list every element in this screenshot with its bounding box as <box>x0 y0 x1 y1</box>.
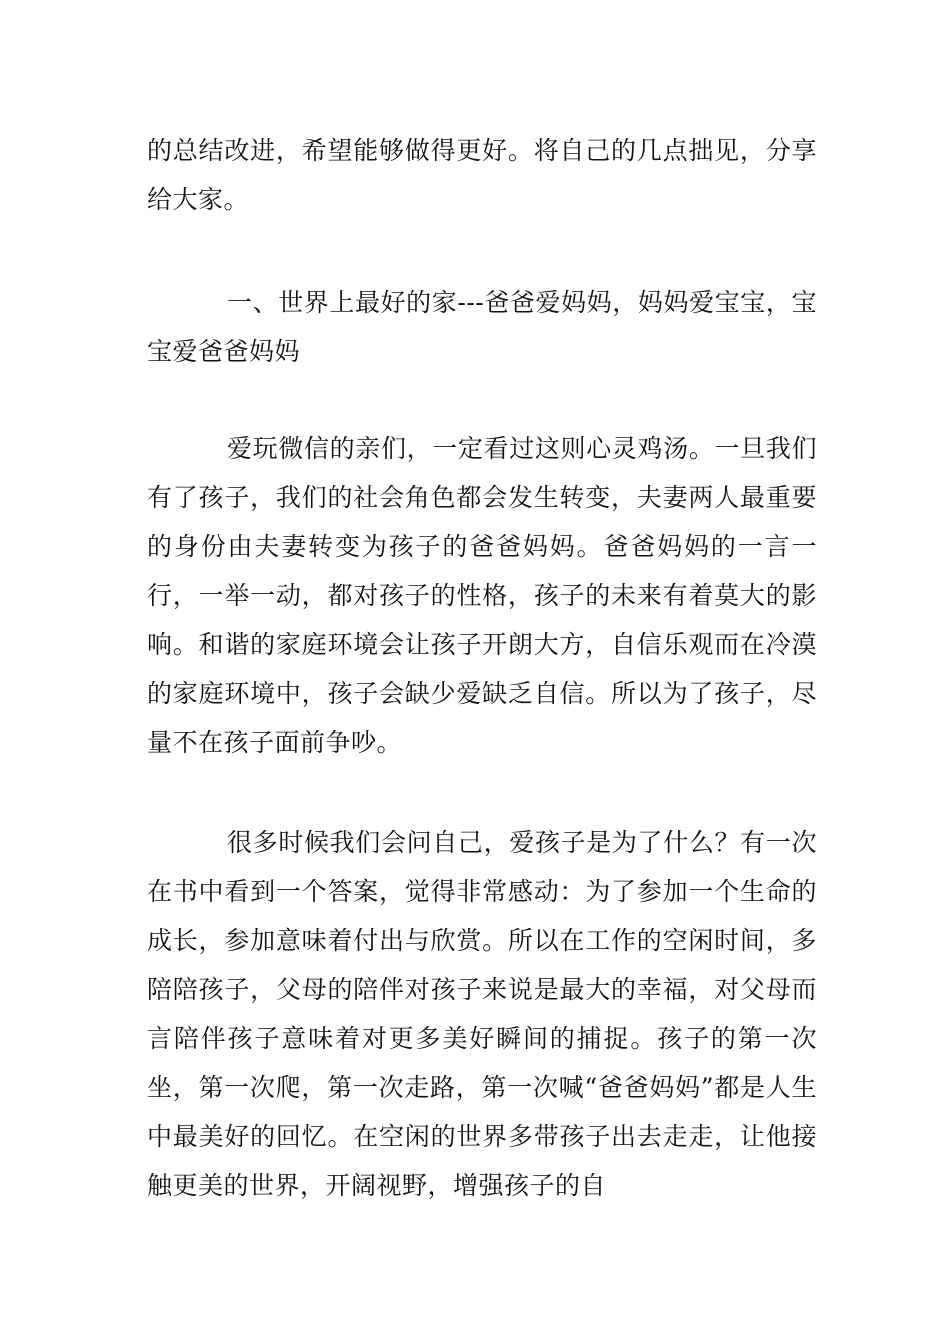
section-heading: 一、世界上最好的家---爸爸爱妈妈，妈妈爱宝宝，宝宝爱爸爸妈妈 <box>147 288 817 366</box>
paragraph-companionship: 很多时候我们会问自己，爱孩子是为了什么？有一次在书中看到一个答案，觉得非常感动：为了参加一个生命的成长，参加意味着付出与欣赏。所以在工作的空闲时间，多陪陪孩子，父母的陪伴对孩子来说是最大的幸福，对父母而言陪伴孩子意味着对更多美好瞬间的捕捉。孩子的第一次坐，第一次爬，第一次走路，第一次喊“爸爸妈妈”都是人生中最美好的回忆。在空闲的世界多带孩子出去走走，让他接触更美的世界，开阔视野，增强孩子的自 <box>147 828 817 1200</box>
paragraph-family-environment: 爱玩微信的亲们，一定看过这则心灵鸡汤。一旦我们有了孩子，我们的社会角色都会发生转变，夫妻两人最重要的身份由夫妻转变为孩子的爸爸妈妈。爸爸妈妈的一言一行，一举一动，都对孩子的性格，孩子的未来有着莫大的影响。和谐的家庭环境会让孩子开朗大方，自信乐观而在冷漠的家庭环境中，孩子会缺少爱缺乏自信。所以为了孩子，尽量不在孩子面前争吵。 <box>147 434 817 757</box>
paragraph-continuation: 的总结改进，希望能够做得更好。将自己的几点拙见，分享给大家。 <box>147 136 817 214</box>
